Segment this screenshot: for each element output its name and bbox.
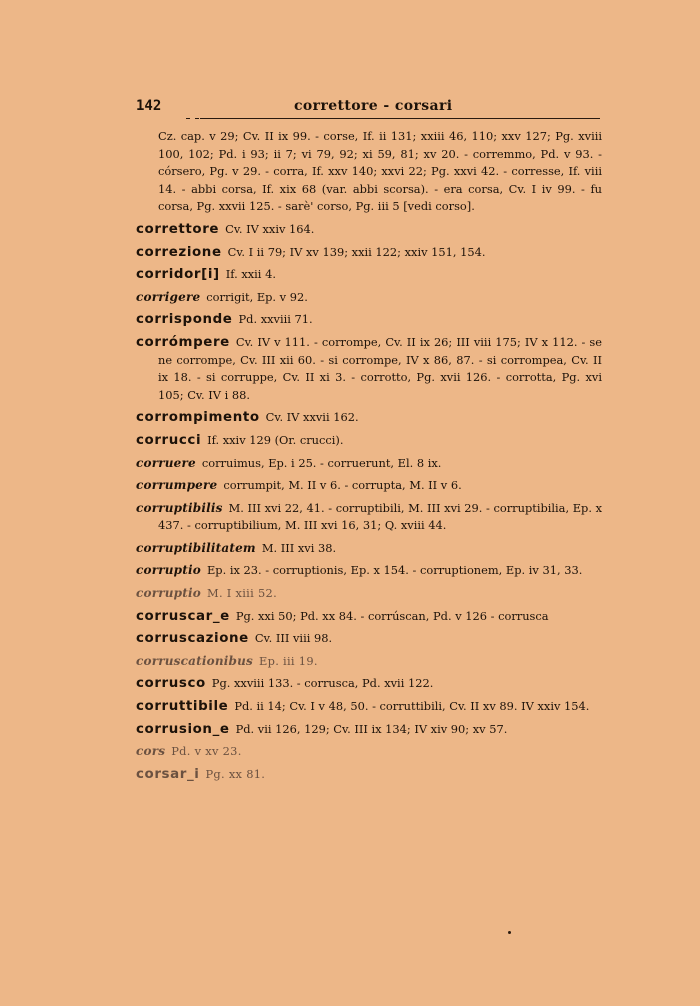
entry-text: M. III xvi 22, 41. - corruptibili, M. III xvi 29. - corruptibilia, Ep. x 437. - corruptibilium, M. III xvi 16, 31; Q. xviii 44.: [158, 500, 602, 533]
dictionary-entry: [136, 675, 602, 693]
entry-headword: corruscationibus: [136, 653, 253, 668]
entry-text: corrumpit, M. II v 6. - corrupta, M. II v 6.: [223, 478, 462, 493]
dictionary-entry: [136, 221, 602, 239]
entry-text: Ep. iii 19.: [258, 653, 318, 668]
entry-text: If. xxiv 129 (Or. crucci).: [207, 432, 344, 447]
dictionary-entry: [136, 477, 602, 495]
entry-headword: corruere: [136, 455, 196, 470]
entry-headword: corruptibilitatem: [136, 540, 256, 555]
entry-headword: corruscar_e: [136, 608, 230, 624]
dictionary-entry: [136, 540, 602, 558]
entry-headword: corrómpere: [136, 334, 230, 350]
dictionary-entry: [136, 311, 602, 329]
entry-headword: corrucci: [136, 432, 202, 448]
dictionary-entry: [136, 721, 602, 739]
entry-text: Pg. xxi 50; Pd. xx 84. - corrúscan, Pd. v 126 - corrusca: [235, 608, 549, 623]
dictionary-entry: [136, 432, 602, 450]
entry-text: corrigit, Ep. v 92.: [206, 289, 308, 304]
entry-text: Cv. III viii 98.: [254, 631, 333, 646]
entry-text: If. xxii 4.: [225, 267, 276, 282]
dictionary-entries: [136, 128, 602, 788]
entry-text: Pg. xxviii 133. - corrusca, Pd. xvii 122.: [211, 676, 434, 691]
dictionary-entry: [136, 653, 602, 671]
ink-speck: [508, 931, 511, 934]
entry-headword: cors: [136, 744, 166, 759]
dictionary-entry: [136, 128, 602, 216]
dictionary-entry: [136, 266, 602, 284]
entry-headword: corridor[i]: [136, 267, 220, 283]
dictionary-entry: [136, 585, 602, 603]
entry-headword: corrisponde: [136, 312, 233, 328]
entry-text: Cv. IV xxvii 162.: [265, 410, 359, 425]
dictionary-entry: [136, 455, 602, 473]
dictionary-entry: [136, 562, 602, 580]
entry-text: corruimus, Ep. i 25. - corruerunt, El. 8 ix.: [201, 455, 442, 470]
entry-text: Cz. cap. v 29; Cv. II ix 99. - corse, If. ii 131; xxiii 46, 110; xxv 127; Pg. xviii 100, 102; Pd. i 93; ii 7; vi 79, 92; xi 59, 81; xv 20. - corremmo, Pd. v 93. - córsero, Pg. v 29. - corra, If. xxv 140; xxvi 22; Pg. xxvi 42. - corresse, If. viii 14. - abbi corsa, If. xix 68 (var. abbi scorsa). - era corsa, Cv. I iv 99. - fu corsa, Pg. xxvii 125. - sarè' corso, Pg. iii 5 [vedi corso].: [158, 129, 602, 214]
dictionary-entry: [136, 630, 602, 648]
entry-text: Pd. ii 14; Cv. I v 48, 50. - corruttibili, Cv. II xv 89. IV xxiv 154.: [234, 699, 590, 714]
dictionary-entry: [136, 500, 602, 535]
entry-headword: corrigere: [136, 289, 201, 304]
entry-text: M. I xiii 52.: [206, 586, 277, 601]
entry-text: Cv. I ii 79; IV xv 139; xxii 122; xxiv 151, 154.: [227, 244, 486, 259]
dictionary-entry: [136, 608, 602, 626]
dictionary-entry: [136, 289, 602, 307]
dictionary-entry: [136, 743, 602, 761]
entry-headword: corruptibilis: [136, 500, 223, 515]
entry-headword: correzione: [136, 244, 222, 260]
dictionary-entry: [136, 698, 602, 716]
dictionary-entry: [136, 766, 602, 784]
entry-headword: corsar_i: [136, 766, 200, 782]
entry-headword: corrusco: [136, 676, 206, 692]
running-title: correttore - corsari: [294, 98, 453, 114]
entry-text: Pd. vii 126, 129; Cv. III ix 134; IV xiv 90; xv 57.: [235, 721, 508, 736]
page-number: 142: [136, 98, 162, 114]
entry-text: Pd. xxviii 71.: [238, 312, 313, 327]
entry-headword: corruttibile: [136, 699, 229, 715]
entry-headword: corruptio: [136, 563, 201, 578]
dictionary-entry: [136, 334, 602, 404]
page-header: [136, 98, 600, 114]
dictionary-entry: [136, 409, 602, 427]
entry-text: Ep. ix 23. - corruptionis, Ep. x 154. - corruptionem, Ep. iv 31, 33.: [206, 563, 583, 578]
entry-headword: corruscazione: [136, 631, 249, 647]
entry-text: Cv. IV v 111. - corrompe, Cv. II ix 26; III viii 175; IV x 112. - se ne corrompe, Cv. III xii 60. - si corrompe, IV x 86, 87. - si corrompea, Cv. II ix 18. - si corruppe, Cv. II xi 3. - corrotto, Pg. xvii 126. - corrotta, Pg. xvi 105; Cv. IV i 88.: [158, 334, 602, 402]
entry-headword: correttore: [136, 221, 220, 237]
entry-headword: corrompimento: [136, 410, 260, 426]
entry-text: Pd. v xv 23.: [171, 744, 242, 759]
header-rule: [200, 118, 600, 119]
dictionary-entry: [136, 244, 602, 262]
entry-headword: corruptio: [136, 586, 201, 601]
entry-headword: corrusion_e: [136, 721, 230, 737]
entry-headword: corrumpere: [136, 478, 218, 493]
entry-text: Cv. IV xxiv 164.: [225, 221, 315, 236]
entry-text: Pg. xx 81.: [205, 766, 266, 781]
entry-text: M. III xvi 38.: [261, 540, 337, 555]
